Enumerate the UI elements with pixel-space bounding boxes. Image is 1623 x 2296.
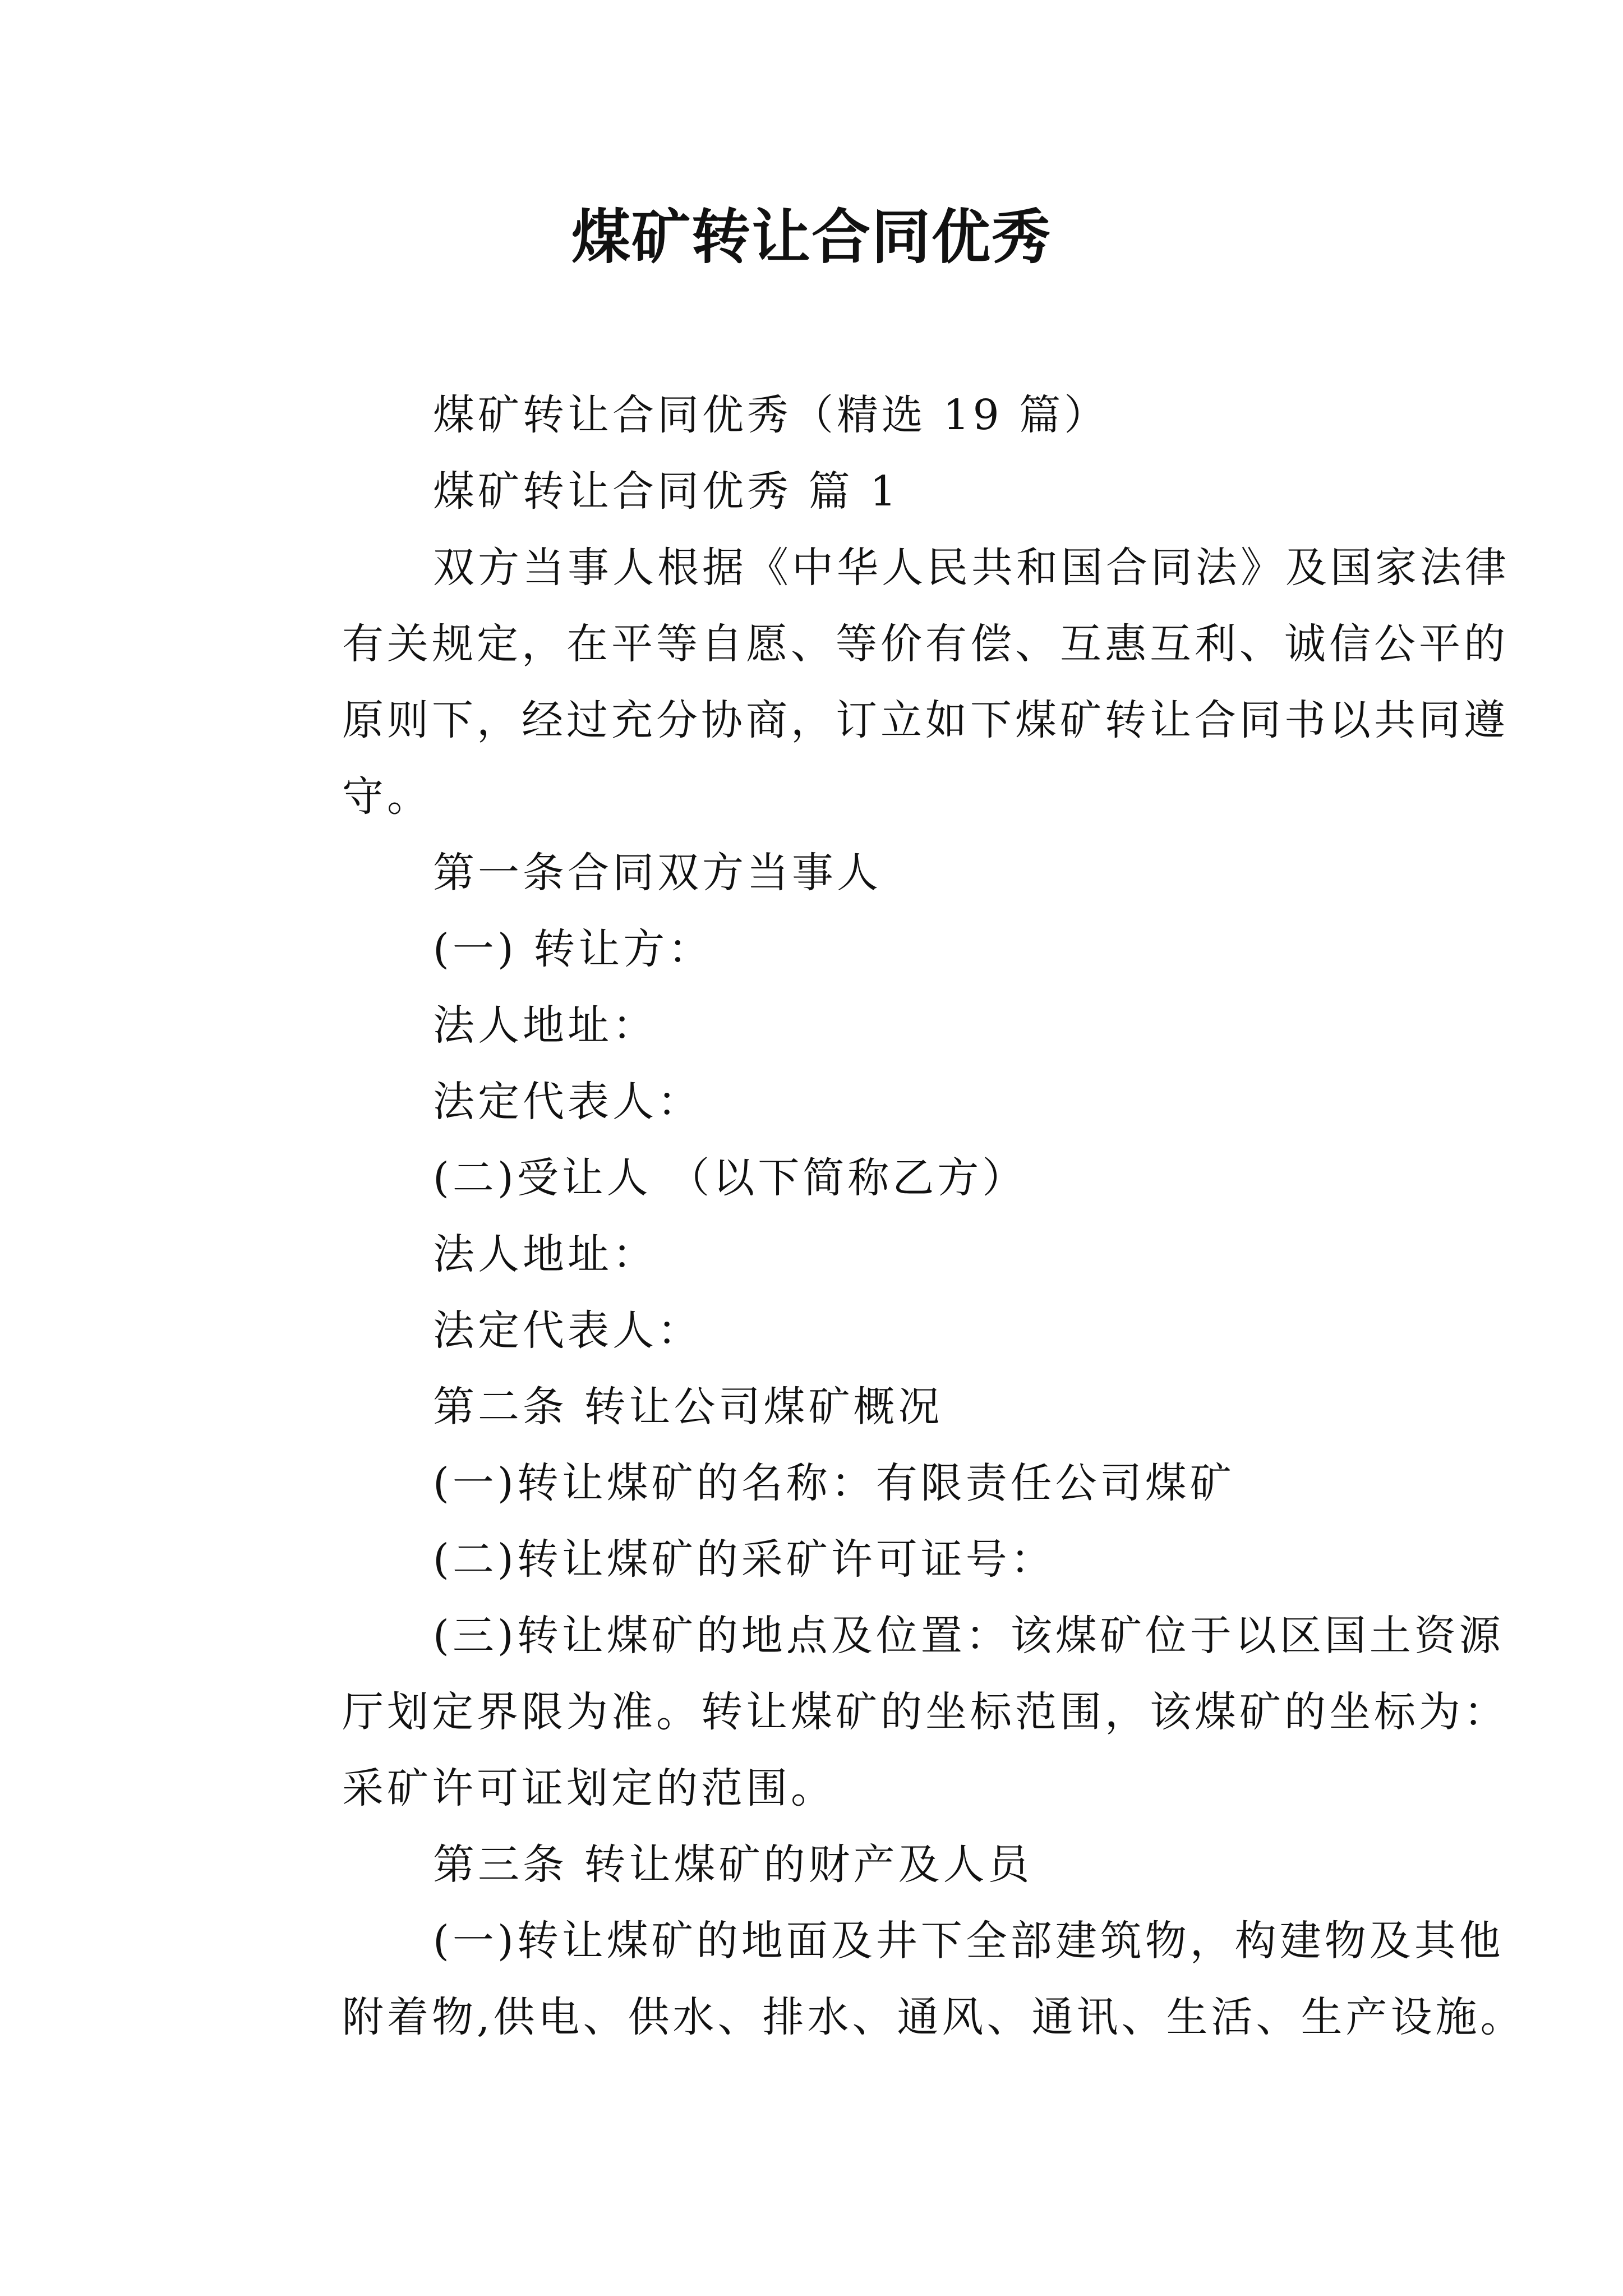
paragraph-section-heading xyxy=(251,453,1390,530)
text-line: 法人地址： xyxy=(433,1001,657,1050)
paragraph-address xyxy=(251,987,1390,1064)
text-line: 守。 xyxy=(342,772,432,821)
text-line: 法定代表人： xyxy=(433,1078,702,1126)
text-line: 原则下，经过充分协商，订立如下煤矿转让合同书以共同遵 xyxy=(342,696,1509,744)
text-line: 第一条合同双方当事人 xyxy=(433,849,882,897)
paragraph-mine-name xyxy=(251,1445,1390,1521)
paragraph-transferor xyxy=(251,911,1390,987)
text-line: 法定代表人： xyxy=(433,1306,702,1355)
text-line: 第三条 转让煤矿的财产及人员 xyxy=(433,1841,1033,1889)
text-line: (一)转让煤矿的地面及井下全部建筑物，构建物及其他 xyxy=(433,1917,1504,1965)
text-line: 双方当事人根据《中华人民共和国合同法》及国家法律 xyxy=(433,544,1510,592)
text-line: 采矿许可证划定的范围。 xyxy=(342,1764,836,1812)
paragraph-representative xyxy=(251,1064,1390,1140)
text-line: (三)转让煤矿的地点及位置：该煤矿位于以区国土资源 xyxy=(433,1612,1504,1660)
paragraph-mine-location xyxy=(251,1598,1509,1826)
text-line: 煤矿转让合同优秀（精选 19 篇） xyxy=(433,391,1109,439)
text-line: 有关规定，在平等自愿、等价有偿、互惠互利、诚信公平的 xyxy=(342,620,1509,668)
document-title: 煤矿转让合同优秀 xyxy=(571,202,1052,272)
paragraph-article-3 xyxy=(251,1826,1390,1903)
paragraph-address xyxy=(251,1216,1390,1292)
document-body xyxy=(251,377,1525,2055)
paragraph-subtitle xyxy=(251,377,1390,453)
text-line: 法人地址： xyxy=(433,1230,657,1278)
text-line: (一)转让煤矿的名称：有限责任公司煤矿 xyxy=(433,1459,1235,1507)
text-line: (二)受让人 （以下简称乙方） xyxy=(433,1154,1027,1202)
paragraph-preamble xyxy=(251,530,1510,835)
paragraph-article-1 xyxy=(251,835,1390,911)
paragraph-representative xyxy=(251,1292,1390,1369)
paragraph-license-number xyxy=(251,1521,1390,1598)
paragraph-property xyxy=(251,1903,1525,2055)
text-line: 附着物,供电、供水、排水、通风、通讯、生活、生产设施。 xyxy=(342,1993,1525,2041)
text-line: 第二条 转让公司煤矿概况 xyxy=(433,1383,943,1431)
text-line: (二)转让煤矿的采矿许可证号： xyxy=(433,1535,1055,1584)
text-line: (一) 转让方： xyxy=(433,925,713,973)
paragraph-article-2 xyxy=(251,1369,1390,1445)
text-line: 厅划定界限为准。转让煤矿的坐标范围，该煤矿的坐标为： xyxy=(342,1688,1509,1736)
text-line: 煤矿转让合同优秀 篇 1 xyxy=(433,467,900,516)
paragraph-transferee xyxy=(251,1140,1390,1216)
